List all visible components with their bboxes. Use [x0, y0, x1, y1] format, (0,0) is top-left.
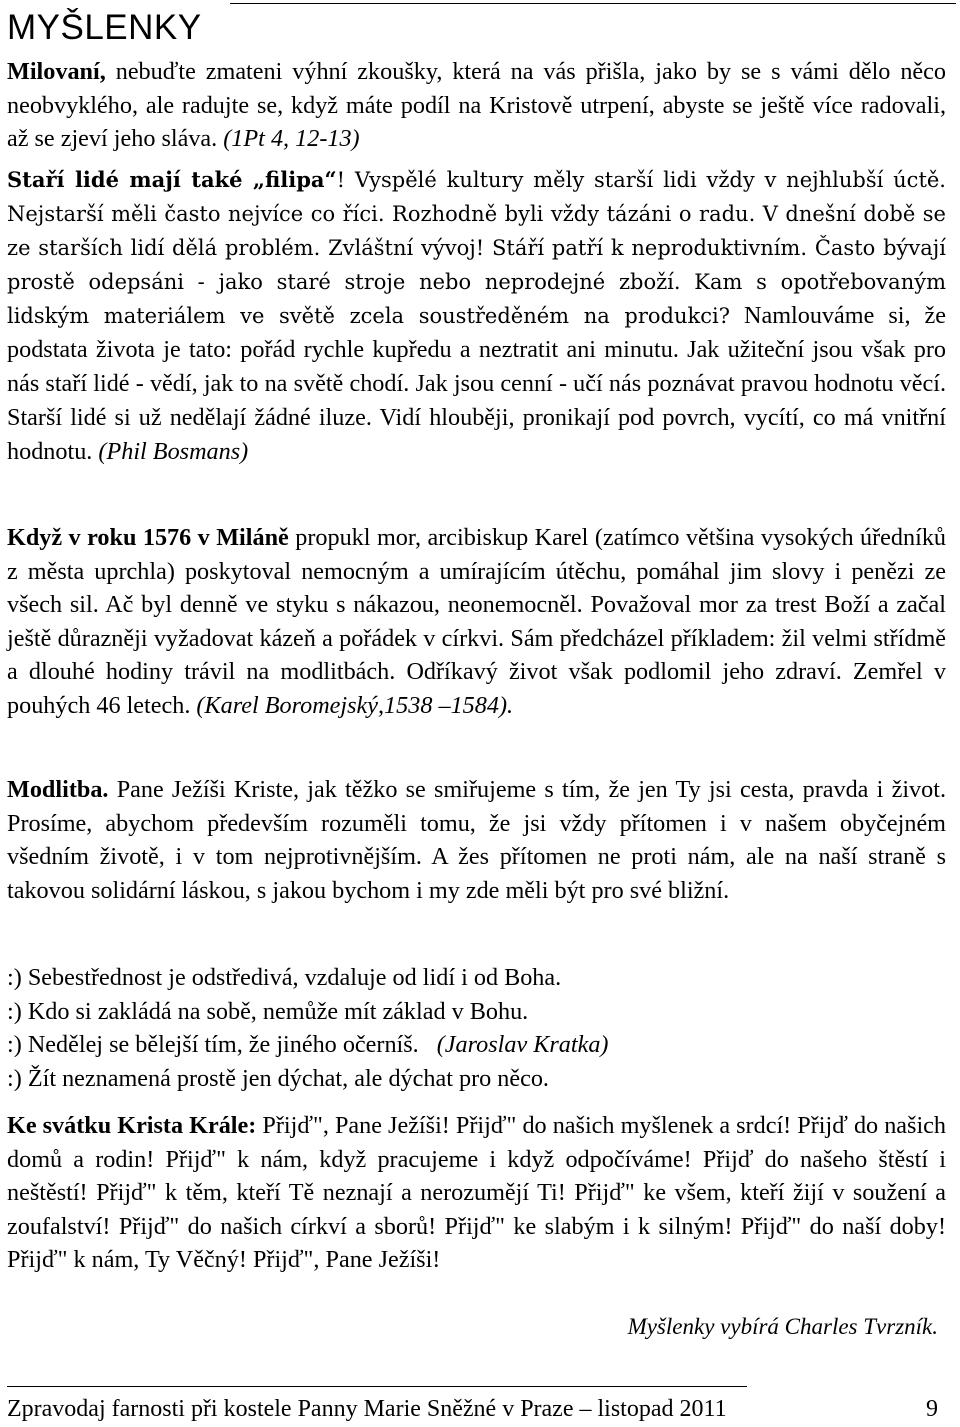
- footer: [7, 1394, 938, 1424]
- paragraph-text: nebuďte zmateni výhní zkoušky, která na vás přišla, jako by se s vámi dělo něco neobvyklého, ale radujte se, když máte podíl na Kristově utrpení, abyste se ještě více radovali, až se zjeví jeho sláva.: [7, 58, 946, 152]
- bold-lead: Ke svátku Krista Krále:: [7, 1112, 257, 1139]
- paragraph-milan: [7, 521, 946, 722]
- quote-text: :) Nedělej se bělejší tím, že jiného očerníš.: [7, 1031, 419, 1058]
- page-number: 9: [926, 1396, 938, 1422]
- citation: (Phil Bosmans): [98, 438, 249, 465]
- quote-item: :) Sebestřednost je odstředivá, vzdaluje od lidí i od Boha.: [7, 964, 562, 991]
- paragraph-elderly: [7, 163, 946, 469]
- paragraph-text: propukl mor, arcibiskup Karel (zatímco většina vysokých úředníků z města uprchla) poskytoval nemocným a umírajícím útěchu, pomáhal jim slovy i penězi ze všech sil. Ač byl denně ve styku s nákazou, neonemocněl. Považoval mor za trest Boží a začal ještě důrazněji vyžadovat kázeň a pořádek v církvi. Sám předcházel příkladem: žil velmi střídmě a dlouhé hodiny trávil na modlitbách. Odříkavý život však podlomil jeho zdraví. Zemřel v pouhých 46 letech.: [7, 524, 947, 719]
- bold-lead: Modlitba.: [7, 776, 109, 803]
- paragraph-text: Pane Ježíši Kriste, jak těžko se smiřujeme s tím, že jen Ty jsi cesta, pravda i život. Prosíme, abychom především rozuměli tomu, že jsi vždy přítomen i v našem obyčejném všedním životě, i v tom nejprotivnějším. A žes přítomen ne proti nám, ale na naší straně s takovou solidární láskou, s jakou bychom i my zde měli být pro své bližní.: [7, 776, 946, 904]
- citation: (1Pt 4, 12-13): [223, 125, 360, 152]
- footer-rule: [7, 1386, 747, 1387]
- paragraph-text: ! Vyspělé kultury měly starší lidi vždy v nejhlubší úctě. Nejstarší měli často nejvíce co říci. Rozhodně byli vždy tázáni o radu. V dnešní době se ze starších lidí dělá problém. Zvláštní vývoj! Stáří patří k neproduktivním. Často bývají prostě odepsáni - jako staré stroje nebo neprodejné zboží. Kam s opotřebovaným lidským materiálem ve světě zcela soustředěném na produkci?: [7, 168, 946, 328]
- paragraph-text: Přijď", Pane Ježíši! Přijď" do našich myšlenek a srdcí! Přijď do našich domů a rodin! Přijď" k nám, když pracujeme i když odpočíváme! Přijď do našeho štěstí i neštěstí! Přijď" k těm, kteří Tě neznají a nerozumějí Ti! Přijď" ke všem, kteří žijí v soužení a zoufalství! Přijď" do našich církví a sborů! Přijď" ke slabým i k silným! Přijď" do naší doby! Přijď" k nám, Ty Věčný! Přijď", Pane Ježíši!: [7, 1112, 946, 1273]
- paragraph-prayer: [7, 773, 946, 907]
- bold-lead: Když v roku 1576 v Miláně: [7, 524, 289, 551]
- quotes-list: [7, 961, 946, 1095]
- citation: (Jaroslav Kratka): [436, 1031, 609, 1058]
- quote-item: [7, 1028, 946, 1062]
- paragraph-christ-king: [7, 1109, 946, 1277]
- top-rule: [230, 3, 956, 4]
- page-title: MYŠLENKY: [7, 8, 202, 47]
- citation: (Karel Boromejský,1538 –1584).: [196, 691, 514, 719]
- bold-lead: Staří lidé mají také „filipa“: [7, 167, 337, 192]
- signature: Myšlenky vybírá Charles Tvrzník.: [627, 1314, 938, 1339]
- quote-item: :) Kdo si zakládá na sobě, nemůže mít základ v Bohu.: [7, 997, 529, 1025]
- quote-item: :) Žít neznamená prostě jen dýchat, ale dýchat pro něco.: [7, 1064, 549, 1092]
- footer-text: Zpravodaj farnosti při kostele Panny Marie Sněžné v Praze – listopad 2011: [7, 1396, 727, 1422]
- paragraph-text-2: Namlouváme si, že podstata života je tato: pořád rychle kupředu a neztratit ani minutu. Jak užiteční jsou však pro nás staří lidé - vědí, jak to na světě chodí. Jak jsou cenní - učí nás poznávat pravou hodnotu věcí. Starší lidé si už nedělají žádné iluze. Vidí hlouběji, pronikají pod povrch, vycítí, co má vnitřní hodnotu.: [7, 302, 946, 465]
- paragraph-bible-quote: [7, 55, 946, 156]
- bold-lead: Milovaní,: [7, 58, 106, 85]
